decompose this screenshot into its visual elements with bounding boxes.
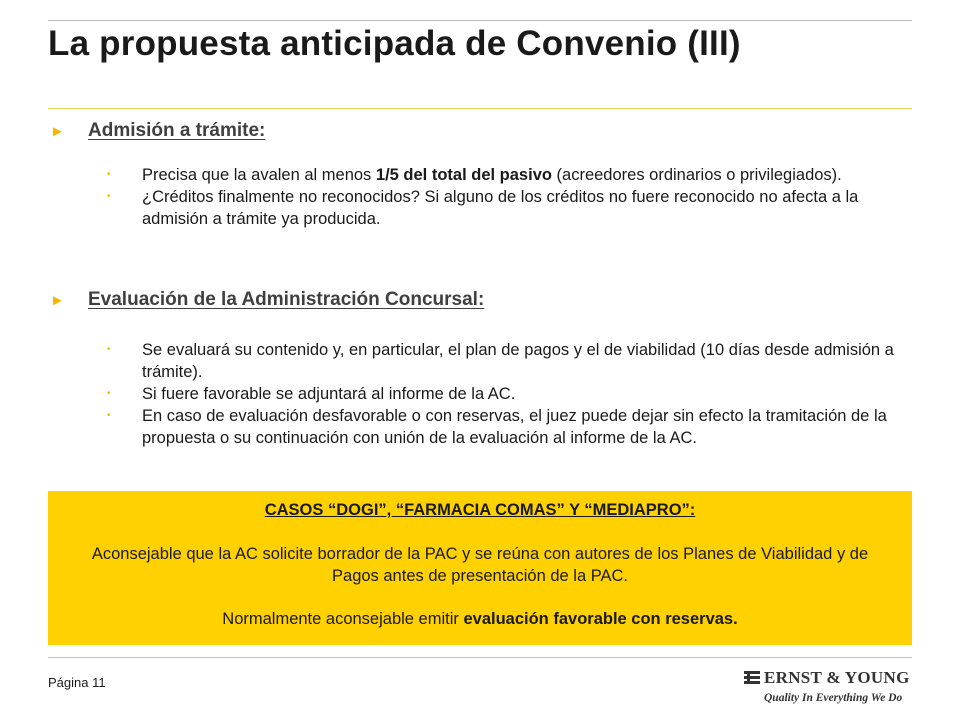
title-divider	[48, 108, 912, 109]
section-title: Admisión a trámite:	[88, 120, 266, 141]
logo-name: ERNST & YOUNG	[764, 668, 910, 687]
list-item: • Se evaluará su contenido y, en particular, el plan de pagos y el de viabilidad (10 días desde admisión a trámite).	[107, 341, 894, 381]
bullet-dot-icon: •	[107, 169, 111, 180]
footer-divider	[48, 657, 912, 658]
section-title: Evaluación de la Administración Concursal:	[88, 289, 485, 310]
list-item: • Si fuere favorable se adjuntará al informe de la AC.	[107, 385, 516, 403]
page-title: La propuesta anticipada de Convenio (III)	[48, 24, 741, 63]
company-logo	[744, 666, 912, 710]
logo-tagline: Quality In Everything We Do	[764, 692, 903, 704]
bullet-list	[92, 164, 912, 230]
list-item: • Precisa que la avalen al menos 1/5 del total del pasivo (acreedores ordinarios o privilegiados).	[107, 166, 842, 184]
list-item: • ¿Créditos finalmente no reconocidos? Si alguno de los créditos no fuere reconocido no afecta a la admisión a trámite ya producida.	[107, 188, 859, 228]
callout-title: CASOS “DOGI”, “FARMACIA COMAS” Y “MEDIAPRO”:	[264, 501, 696, 519]
cases-callout	[48, 491, 912, 645]
section-evaluacion	[50, 289, 484, 311]
section-admision	[50, 120, 265, 142]
bullet-list	[92, 339, 912, 449]
list-item: • En caso de evaluación desfavorable o con reservas, el juez puede dejar sin efecto la tramitación de la propuesta o su continuación con unión de la evaluación al informe de la AC.	[107, 407, 887, 447]
bullet-dot-icon: •	[107, 388, 111, 399]
top-divider	[48, 20, 912, 21]
bullet-dot-icon: •	[107, 191, 111, 202]
ey-logo-icon	[744, 670, 760, 686]
section-header	[50, 289, 484, 311]
section-header	[50, 120, 265, 142]
bullet-dot-icon: •	[107, 344, 111, 355]
page-number: Página 11	[48, 675, 106, 690]
arrow-right-icon: ►	[50, 291, 65, 309]
callout-body: Aconsejable que la AC solicite borrador de la PAC y se reúna con autores de los Planes de Viabilidad y de Pagos antes de presentación de la PAC.	[91, 545, 869, 585]
arrow-right-icon: ►	[50, 122, 65, 140]
callout-conclusion: Normalmente aconsejable emitir evaluación favorable con reservas.	[222, 610, 738, 628]
bullet-dot-icon: •	[107, 410, 111, 421]
